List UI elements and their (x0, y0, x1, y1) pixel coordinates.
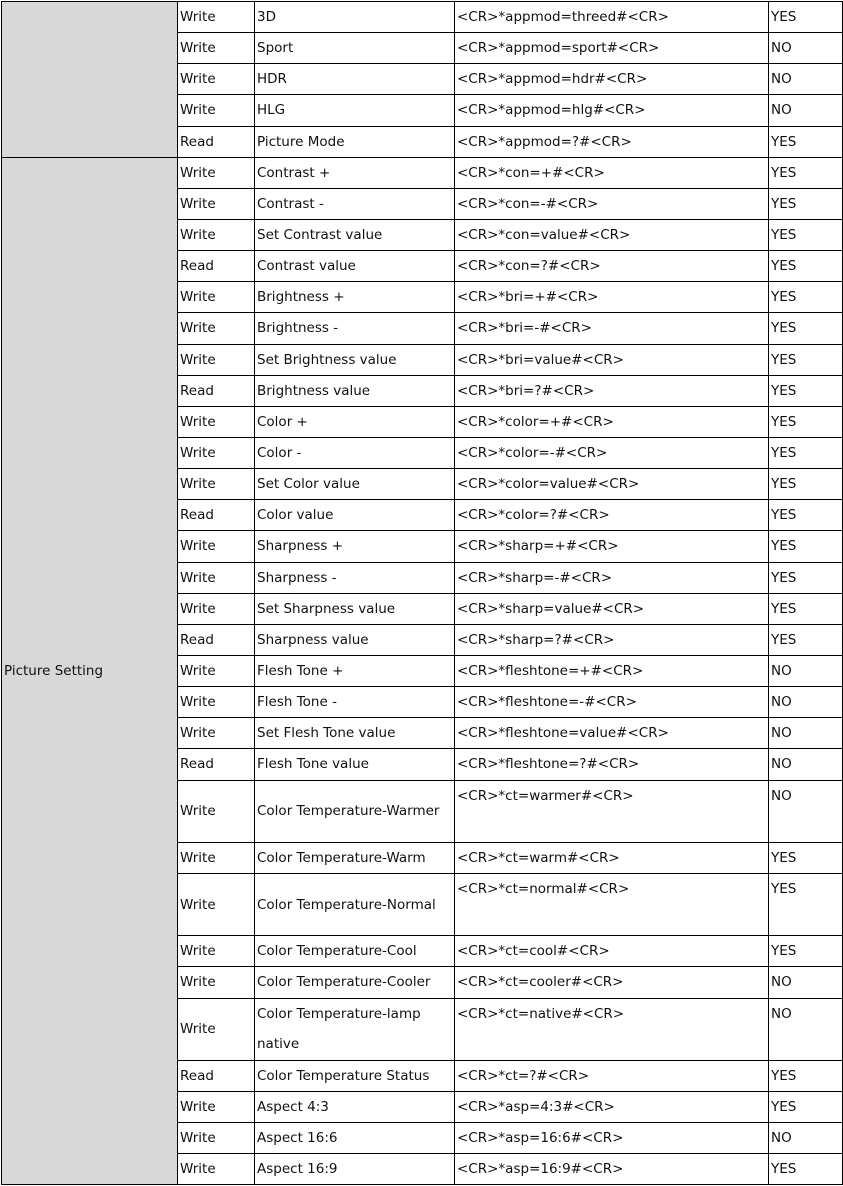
support-cell: YES (769, 219, 843, 250)
operation-cell: Write (178, 936, 255, 967)
function-cell: Contrast - (255, 188, 455, 219)
operation-cell: Write (178, 157, 255, 188)
operation-cell: Write (178, 344, 255, 375)
operation-cell: Read (178, 1060, 255, 1091)
command-cell: <CR>*asp=4:3#<CR> (455, 1091, 769, 1122)
table-row (2, 157, 843, 188)
function-cell: Sharpness - (255, 562, 455, 593)
support-cell: NO (769, 998, 843, 1060)
function-cell: Flesh Tone - (255, 687, 455, 718)
function-cell: Sport (255, 33, 455, 64)
operation-cell: Write (178, 1154, 255, 1185)
command-cell: <CR>*fleshtone=-#<CR> (455, 687, 769, 718)
command-cell: <CR>*asp=16:9#<CR> (455, 1154, 769, 1185)
function-cell: Aspect 16:6 (255, 1123, 455, 1154)
operation-cell: Read (178, 375, 255, 406)
command-cell: <CR>*asp=16:6#<CR> (455, 1123, 769, 1154)
function-cell: HLG (255, 95, 455, 126)
support-cell: YES (769, 313, 843, 344)
command-cell: <CR>*bri=?#<CR> (455, 375, 769, 406)
function-cell: Set Contrast value (255, 219, 455, 250)
command-cell: <CR>*fleshtone=+#<CR> (455, 655, 769, 686)
function-cell: Flesh Tone + (255, 655, 455, 686)
function-cell: Picture Mode (255, 126, 455, 157)
function-cell: Color - (255, 437, 455, 468)
command-cell: <CR>*fleshtone=?#<CR> (455, 749, 769, 780)
function-cell: Color Temperature-lamp native (255, 998, 455, 1060)
support-cell: YES (769, 842, 843, 873)
function-cell: Color Temperature Status (255, 1060, 455, 1091)
support-cell: NO (769, 687, 843, 718)
operation-cell: Write (178, 406, 255, 437)
function-cell: Color + (255, 406, 455, 437)
command-cell: <CR>*con=?#<CR> (455, 251, 769, 282)
command-cell: <CR>*color=-#<CR> (455, 437, 769, 468)
function-cell: Set Brightness value (255, 344, 455, 375)
operation-cell: Write (178, 718, 255, 749)
command-cell: <CR>*con=value#<CR> (455, 219, 769, 250)
command-cell: <CR>*sharp=?#<CR> (455, 624, 769, 655)
command-cell: <CR>*ct=warmer#<CR> (455, 780, 769, 842)
support-cell: YES (769, 1091, 843, 1122)
support-cell: YES (769, 188, 843, 219)
operation-cell: Write (178, 313, 255, 344)
operation-cell: Write (178, 687, 255, 718)
group-label-cell (2, 2, 178, 158)
operation-cell: Read (178, 749, 255, 780)
support-cell: YES (769, 437, 843, 468)
operation-cell: Write (178, 842, 255, 873)
command-cell: <CR>*con=+#<CR> (455, 157, 769, 188)
operation-cell: Read (178, 624, 255, 655)
command-cell: <CR>*ct=cooler#<CR> (455, 967, 769, 998)
support-cell: YES (769, 593, 843, 624)
support-cell: NO (769, 655, 843, 686)
support-cell: NO (769, 749, 843, 780)
operation-cell: Write (178, 1123, 255, 1154)
operation-cell: Write (178, 873, 255, 935)
command-cell: <CR>*color=value#<CR> (455, 469, 769, 500)
support-cell: NO (769, 33, 843, 64)
operation-cell: Read (178, 500, 255, 531)
operation-cell: Write (178, 188, 255, 219)
operation-cell: Read (178, 251, 255, 282)
support-cell: NO (769, 64, 843, 95)
function-cell: Sharpness value (255, 624, 455, 655)
operation-cell: Write (178, 33, 255, 64)
command-cell: <CR>*con=-#<CR> (455, 188, 769, 219)
operation-cell: Write (178, 64, 255, 95)
group-label-cell: Picture Setting (2, 157, 178, 1185)
command-cell: <CR>*fleshtone=value#<CR> (455, 718, 769, 749)
support-cell: YES (769, 406, 843, 437)
support-cell: YES (769, 282, 843, 313)
command-cell: <CR>*ct=native#<CR> (455, 998, 769, 1060)
command-cell: <CR>*sharp=-#<CR> (455, 562, 769, 593)
function-cell: Contrast + (255, 157, 455, 188)
support-cell: YES (769, 873, 843, 935)
command-cell: <CR>*ct=warm#<CR> (455, 842, 769, 873)
support-cell: NO (769, 780, 843, 842)
operation-cell: Write (178, 95, 255, 126)
operation-cell: Read (178, 126, 255, 157)
operation-cell: Write (178, 219, 255, 250)
operation-cell: Write (178, 2, 255, 33)
rs232-command-table (1, 1, 843, 1185)
function-cell: Set Sharpness value (255, 593, 455, 624)
support-cell: YES (769, 624, 843, 655)
command-cell: <CR>*appmod=threed#<CR> (455, 2, 769, 33)
function-cell: Color Temperature-Warm (255, 842, 455, 873)
support-cell: NO (769, 718, 843, 749)
operation-cell: Write (178, 655, 255, 686)
table-row (2, 2, 843, 33)
support-cell: YES (769, 500, 843, 531)
operation-cell: Write (178, 282, 255, 313)
function-cell: Sharpness + (255, 531, 455, 562)
command-cell: <CR>*sharp=value#<CR> (455, 593, 769, 624)
operation-cell: Write (178, 1091, 255, 1122)
function-cell: Color Temperature-Cooler (255, 967, 455, 998)
function-cell: Aspect 16:9 (255, 1154, 455, 1185)
support-cell: YES (769, 2, 843, 33)
operation-cell: Write (178, 469, 255, 500)
command-cell: <CR>*bri=+#<CR> (455, 282, 769, 313)
command-cell: <CR>*sharp=+#<CR> (455, 531, 769, 562)
support-cell: YES (769, 562, 843, 593)
function-cell: Flesh Tone value (255, 749, 455, 780)
support-cell: YES (769, 1154, 843, 1185)
support-cell: NO (769, 95, 843, 126)
function-cell: HDR (255, 64, 455, 95)
function-cell: Brightness value (255, 375, 455, 406)
command-cell: <CR>*appmod=?#<CR> (455, 126, 769, 157)
support-cell: YES (769, 126, 843, 157)
command-cell: <CR>*color=+#<CR> (455, 406, 769, 437)
support-cell: YES (769, 1060, 843, 1091)
operation-cell: Write (178, 562, 255, 593)
function-cell: Aspect 4:3 (255, 1091, 455, 1122)
function-cell: Color Temperature-Cool (255, 936, 455, 967)
support-cell: YES (769, 531, 843, 562)
command-cell: <CR>*color=?#<CR> (455, 500, 769, 531)
support-cell: NO (769, 1123, 843, 1154)
function-cell: Set Flesh Tone value (255, 718, 455, 749)
command-cell: <CR>*appmod=sport#<CR> (455, 33, 769, 64)
function-cell: Brightness + (255, 282, 455, 313)
support-cell: YES (769, 344, 843, 375)
operation-cell: Write (178, 967, 255, 998)
function-cell: Set Color value (255, 469, 455, 500)
function-cell: Brightness - (255, 313, 455, 344)
function-cell: Color Temperature-Warmer (255, 780, 455, 842)
command-cell: <CR>*ct=normal#<CR> (455, 873, 769, 935)
support-cell: YES (769, 936, 843, 967)
command-cell: <CR>*appmod=hdr#<CR> (455, 64, 769, 95)
operation-cell: Write (178, 593, 255, 624)
command-cell: <CR>*ct=cool#<CR> (455, 936, 769, 967)
function-cell: Color Temperature-Normal (255, 873, 455, 935)
function-cell: 3D (255, 2, 455, 33)
command-cell: <CR>*appmod=hlg#<CR> (455, 95, 769, 126)
operation-cell: Write (178, 437, 255, 468)
support-cell: NO (769, 967, 843, 998)
operation-cell: Write (178, 998, 255, 1060)
command-cell: <CR>*bri=value#<CR> (455, 344, 769, 375)
command-table-body (2, 2, 843, 1185)
command-cell: <CR>*ct=?#<CR> (455, 1060, 769, 1091)
support-cell: YES (769, 157, 843, 188)
support-cell: YES (769, 251, 843, 282)
function-cell: Contrast value (255, 251, 455, 282)
operation-cell: Write (178, 780, 255, 842)
operation-cell: Write (178, 531, 255, 562)
function-cell: Color value (255, 500, 455, 531)
support-cell: YES (769, 375, 843, 406)
support-cell: YES (769, 469, 843, 500)
command-cell: <CR>*bri=-#<CR> (455, 313, 769, 344)
